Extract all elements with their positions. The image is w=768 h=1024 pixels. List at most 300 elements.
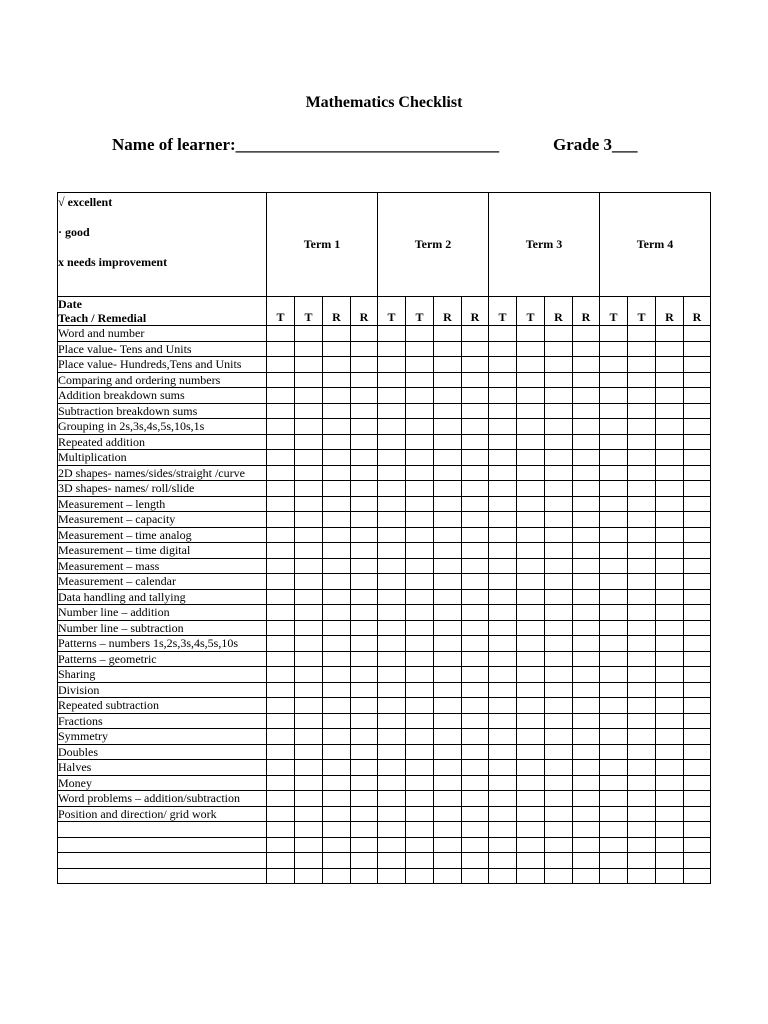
check-cell[interactable] (628, 574, 656, 590)
check-cell[interactable] (628, 667, 656, 683)
check-cell[interactable] (489, 419, 517, 435)
check-cell[interactable] (545, 744, 573, 760)
check-cell[interactable] (600, 589, 628, 605)
check-cell[interactable] (489, 822, 517, 838)
check-cell[interactable] (295, 574, 323, 590)
check-cell[interactable] (295, 527, 323, 543)
check-cell[interactable] (323, 806, 351, 822)
check-cell[interactable] (684, 558, 711, 574)
check-cell[interactable] (267, 667, 295, 683)
check-cell[interactable] (656, 713, 684, 729)
check-cell[interactable] (462, 775, 489, 791)
check-cell[interactable] (517, 496, 545, 512)
check-cell[interactable] (406, 574, 434, 590)
check-cell[interactable] (656, 605, 684, 621)
check-cell[interactable] (489, 760, 517, 776)
check-cell[interactable] (406, 589, 434, 605)
check-cell[interactable] (573, 853, 600, 869)
check-cell[interactable] (489, 527, 517, 543)
check-cell[interactable] (434, 667, 462, 683)
check-cell[interactable] (517, 868, 545, 884)
check-cell[interactable] (267, 620, 295, 636)
check-cell[interactable] (462, 837, 489, 853)
check-cell[interactable] (351, 403, 378, 419)
check-cell[interactable] (267, 713, 295, 729)
check-cell[interactable] (573, 822, 600, 838)
check-cell[interactable] (573, 667, 600, 683)
check-cell[interactable] (517, 853, 545, 869)
check-cell[interactable] (267, 403, 295, 419)
check-cell[interactable] (684, 682, 711, 698)
check-cell[interactable] (406, 326, 434, 342)
check-cell[interactable] (545, 822, 573, 838)
check-cell[interactable] (267, 589, 295, 605)
check-cell[interactable] (628, 729, 656, 745)
check-cell[interactable] (684, 357, 711, 373)
check-cell[interactable] (406, 667, 434, 683)
check-cell[interactable] (656, 434, 684, 450)
check-cell[interactable] (406, 450, 434, 466)
check-cell[interactable] (517, 682, 545, 698)
check-cell[interactable] (323, 729, 351, 745)
check-cell[interactable] (489, 636, 517, 652)
check-cell[interactable] (600, 620, 628, 636)
check-cell[interactable] (351, 450, 378, 466)
check-cell[interactable] (517, 837, 545, 853)
check-cell[interactable] (267, 558, 295, 574)
check-cell[interactable] (628, 775, 656, 791)
check-cell[interactable] (684, 837, 711, 853)
check-cell[interactable] (378, 667, 406, 683)
check-cell[interactable] (517, 372, 545, 388)
check-cell[interactable] (573, 620, 600, 636)
check-cell[interactable] (600, 667, 628, 683)
check-cell[interactable] (295, 388, 323, 404)
check-cell[interactable] (573, 481, 600, 497)
check-cell[interactable] (323, 450, 351, 466)
check-cell[interactable] (573, 837, 600, 853)
check-cell[interactable] (628, 791, 656, 807)
check-cell[interactable] (267, 760, 295, 776)
check-cell[interactable] (600, 760, 628, 776)
check-cell[interactable] (462, 806, 489, 822)
check-cell[interactable] (628, 543, 656, 559)
check-cell[interactable] (656, 496, 684, 512)
check-cell[interactable] (351, 558, 378, 574)
check-cell[interactable] (573, 729, 600, 745)
check-cell[interactable] (434, 729, 462, 745)
check-cell[interactable] (545, 868, 573, 884)
check-cell[interactable] (378, 760, 406, 776)
check-cell[interactable] (517, 450, 545, 466)
check-cell[interactable] (295, 372, 323, 388)
check-cell[interactable] (295, 667, 323, 683)
check-cell[interactable] (628, 450, 656, 466)
check-cell[interactable] (545, 465, 573, 481)
check-cell[interactable] (434, 558, 462, 574)
check-cell[interactable] (323, 791, 351, 807)
check-cell[interactable] (267, 806, 295, 822)
check-cell[interactable] (489, 589, 517, 605)
check-cell[interactable] (462, 760, 489, 776)
check-cell[interactable] (545, 605, 573, 621)
check-cell[interactable] (406, 527, 434, 543)
check-cell[interactable] (462, 729, 489, 745)
check-cell[interactable] (573, 496, 600, 512)
check-cell[interactable] (656, 698, 684, 714)
check-cell[interactable] (545, 326, 573, 342)
check-cell[interactable] (295, 713, 323, 729)
check-cell[interactable] (406, 791, 434, 807)
check-cell[interactable] (462, 434, 489, 450)
check-cell[interactable] (628, 388, 656, 404)
check-cell[interactable] (684, 806, 711, 822)
check-cell[interactable] (406, 729, 434, 745)
check-cell[interactable] (406, 419, 434, 435)
check-cell[interactable] (267, 729, 295, 745)
check-cell[interactable] (267, 496, 295, 512)
check-cell[interactable] (267, 853, 295, 869)
check-cell[interactable] (406, 822, 434, 838)
check-cell[interactable] (323, 713, 351, 729)
check-cell[interactable] (545, 760, 573, 776)
check-cell[interactable] (656, 682, 684, 698)
check-cell[interactable] (378, 636, 406, 652)
check-cell[interactable] (656, 543, 684, 559)
check-cell[interactable] (656, 667, 684, 683)
check-cell[interactable] (323, 620, 351, 636)
check-cell[interactable] (628, 744, 656, 760)
check-cell[interactable] (351, 543, 378, 559)
check-cell[interactable] (517, 419, 545, 435)
check-cell[interactable] (267, 605, 295, 621)
check-cell[interactable] (656, 558, 684, 574)
check-cell[interactable] (351, 868, 378, 884)
check-cell[interactable] (434, 450, 462, 466)
check-cell[interactable] (295, 465, 323, 481)
check-cell[interactable] (489, 775, 517, 791)
check-cell[interactable] (406, 713, 434, 729)
check-cell[interactable] (378, 791, 406, 807)
check-cell[interactable] (600, 651, 628, 667)
check-cell[interactable] (378, 403, 406, 419)
check-cell[interactable] (489, 388, 517, 404)
check-cell[interactable] (295, 729, 323, 745)
check-cell[interactable] (656, 574, 684, 590)
check-cell[interactable] (489, 806, 517, 822)
check-cell[interactable] (378, 853, 406, 869)
check-cell[interactable] (378, 434, 406, 450)
check-cell[interactable] (462, 496, 489, 512)
check-cell[interactable] (684, 388, 711, 404)
check-cell[interactable] (406, 341, 434, 357)
check-cell[interactable] (628, 326, 656, 342)
check-cell[interactable] (378, 651, 406, 667)
check-cell[interactable] (545, 775, 573, 791)
check-cell[interactable] (406, 465, 434, 481)
check-cell[interactable] (351, 341, 378, 357)
check-cell[interactable] (434, 372, 462, 388)
check-cell[interactable] (573, 341, 600, 357)
check-cell[interactable] (573, 388, 600, 404)
check-cell[interactable] (323, 651, 351, 667)
check-cell[interactable] (323, 636, 351, 652)
check-cell[interactable] (462, 326, 489, 342)
check-cell[interactable] (517, 744, 545, 760)
check-cell[interactable] (545, 357, 573, 373)
check-cell[interactable] (517, 527, 545, 543)
check-cell[interactable] (684, 605, 711, 621)
check-cell[interactable] (267, 450, 295, 466)
check-cell[interactable] (406, 853, 434, 869)
check-cell[interactable] (545, 651, 573, 667)
check-cell[interactable] (406, 512, 434, 528)
check-cell[interactable] (545, 527, 573, 543)
check-cell[interactable] (295, 775, 323, 791)
check-cell[interactable] (600, 527, 628, 543)
check-cell[interactable] (295, 822, 323, 838)
check-cell[interactable] (656, 775, 684, 791)
check-cell[interactable] (517, 775, 545, 791)
check-cell[interactable] (323, 868, 351, 884)
check-cell[interactable] (378, 868, 406, 884)
check-cell[interactable] (462, 620, 489, 636)
check-cell[interactable] (295, 419, 323, 435)
check-cell[interactable] (489, 791, 517, 807)
check-cell[interactable] (295, 496, 323, 512)
check-cell[interactable] (323, 481, 351, 497)
check-cell[interactable] (323, 853, 351, 869)
check-cell[interactable] (489, 543, 517, 559)
check-cell[interactable] (295, 682, 323, 698)
check-cell[interactable] (656, 388, 684, 404)
check-cell[interactable] (545, 806, 573, 822)
check-cell[interactable] (489, 682, 517, 698)
check-cell[interactable] (573, 868, 600, 884)
check-cell[interactable] (295, 837, 323, 853)
check-cell[interactable] (406, 760, 434, 776)
check-cell[interactable] (656, 636, 684, 652)
check-cell[interactable] (323, 667, 351, 683)
check-cell[interactable] (323, 434, 351, 450)
check-cell[interactable] (323, 403, 351, 419)
check-cell[interactable] (434, 403, 462, 419)
check-cell[interactable] (517, 465, 545, 481)
check-cell[interactable] (323, 698, 351, 714)
check-cell[interactable] (600, 791, 628, 807)
check-cell[interactable] (684, 853, 711, 869)
check-cell[interactable] (462, 357, 489, 373)
check-cell[interactable] (600, 822, 628, 838)
check-cell[interactable] (656, 760, 684, 776)
check-cell[interactable] (573, 326, 600, 342)
check-cell[interactable] (434, 744, 462, 760)
check-cell[interactable] (684, 775, 711, 791)
check-cell[interactable] (351, 512, 378, 528)
check-cell[interactable] (684, 713, 711, 729)
check-cell[interactable] (406, 605, 434, 621)
check-cell[interactable] (656, 791, 684, 807)
check-cell[interactable] (600, 341, 628, 357)
check-cell[interactable] (656, 822, 684, 838)
check-cell[interactable] (656, 403, 684, 419)
check-cell[interactable] (545, 496, 573, 512)
check-cell[interactable] (462, 341, 489, 357)
check-cell[interactable] (600, 465, 628, 481)
check-cell[interactable] (684, 651, 711, 667)
check-cell[interactable] (295, 589, 323, 605)
check-cell[interactable] (489, 713, 517, 729)
check-cell[interactable] (323, 512, 351, 528)
check-cell[interactable] (462, 465, 489, 481)
check-cell[interactable] (656, 589, 684, 605)
check-cell[interactable] (267, 527, 295, 543)
check-cell[interactable] (295, 791, 323, 807)
check-cell[interactable] (267, 512, 295, 528)
check-cell[interactable] (545, 481, 573, 497)
check-cell[interactable] (295, 481, 323, 497)
check-cell[interactable] (517, 822, 545, 838)
check-cell[interactable] (545, 682, 573, 698)
check-cell[interactable] (351, 357, 378, 373)
check-cell[interactable] (628, 481, 656, 497)
check-cell[interactable] (656, 729, 684, 745)
check-cell[interactable] (434, 682, 462, 698)
check-cell[interactable] (600, 419, 628, 435)
check-cell[interactable] (378, 713, 406, 729)
check-cell[interactable] (684, 760, 711, 776)
check-cell[interactable] (600, 558, 628, 574)
check-cell[interactable] (323, 388, 351, 404)
check-cell[interactable] (351, 434, 378, 450)
check-cell[interactable] (656, 341, 684, 357)
check-cell[interactable] (378, 775, 406, 791)
check-cell[interactable] (323, 837, 351, 853)
check-cell[interactable] (545, 403, 573, 419)
check-cell[interactable] (351, 372, 378, 388)
check-cell[interactable] (684, 589, 711, 605)
check-cell[interactable] (462, 527, 489, 543)
check-cell[interactable] (323, 822, 351, 838)
check-cell[interactable] (351, 527, 378, 543)
check-cell[interactable] (434, 388, 462, 404)
check-cell[interactable] (600, 372, 628, 388)
check-cell[interactable] (434, 512, 462, 528)
check-cell[interactable] (600, 496, 628, 512)
check-cell[interactable] (573, 372, 600, 388)
check-cell[interactable] (351, 481, 378, 497)
check-cell[interactable] (462, 543, 489, 559)
check-cell[interactable] (406, 434, 434, 450)
check-cell[interactable] (434, 574, 462, 590)
check-cell[interactable] (406, 806, 434, 822)
check-cell[interactable] (323, 775, 351, 791)
check-cell[interactable] (351, 729, 378, 745)
check-cell[interactable] (517, 667, 545, 683)
check-cell[interactable] (489, 512, 517, 528)
check-cell[interactable] (351, 326, 378, 342)
check-cell[interactable] (378, 558, 406, 574)
check-cell[interactable] (434, 357, 462, 373)
check-cell[interactable] (323, 543, 351, 559)
check-cell[interactable] (462, 419, 489, 435)
check-cell[interactable] (323, 744, 351, 760)
check-cell[interactable] (267, 341, 295, 357)
check-cell[interactable] (684, 822, 711, 838)
check-cell[interactable] (323, 326, 351, 342)
check-cell[interactable] (517, 403, 545, 419)
check-cell[interactable] (600, 729, 628, 745)
check-cell[interactable] (406, 403, 434, 419)
check-cell[interactable] (323, 496, 351, 512)
check-cell[interactable] (517, 543, 545, 559)
check-cell[interactable] (628, 698, 656, 714)
check-cell[interactable] (656, 326, 684, 342)
check-cell[interactable] (434, 837, 462, 853)
check-cell[interactable] (434, 822, 462, 838)
check-cell[interactable] (545, 837, 573, 853)
check-cell[interactable] (573, 744, 600, 760)
check-cell[interactable] (462, 605, 489, 621)
check-cell[interactable] (600, 636, 628, 652)
check-cell[interactable] (406, 372, 434, 388)
check-cell[interactable] (378, 341, 406, 357)
check-cell[interactable] (323, 682, 351, 698)
check-cell[interactable] (628, 434, 656, 450)
check-cell[interactable] (434, 605, 462, 621)
check-cell[interactable] (684, 341, 711, 357)
check-cell[interactable] (573, 698, 600, 714)
check-cell[interactable] (489, 450, 517, 466)
check-cell[interactable] (684, 744, 711, 760)
check-cell[interactable] (489, 620, 517, 636)
check-cell[interactable] (489, 558, 517, 574)
check-cell[interactable] (351, 775, 378, 791)
check-cell[interactable] (684, 419, 711, 435)
check-cell[interactable] (628, 806, 656, 822)
check-cell[interactable] (434, 853, 462, 869)
check-cell[interactable] (684, 372, 711, 388)
check-cell[interactable] (517, 357, 545, 373)
check-cell[interactable] (462, 744, 489, 760)
check-cell[interactable] (600, 853, 628, 869)
check-cell[interactable] (378, 388, 406, 404)
check-cell[interactable] (378, 543, 406, 559)
check-cell[interactable] (351, 620, 378, 636)
check-cell[interactable] (267, 636, 295, 652)
check-cell[interactable] (489, 605, 517, 621)
check-cell[interactable] (295, 450, 323, 466)
check-cell[interactable] (600, 403, 628, 419)
check-cell[interactable] (628, 341, 656, 357)
check-cell[interactable] (378, 465, 406, 481)
check-cell[interactable] (351, 837, 378, 853)
check-cell[interactable] (351, 574, 378, 590)
check-cell[interactable] (351, 605, 378, 621)
check-cell[interactable] (573, 434, 600, 450)
check-cell[interactable] (434, 620, 462, 636)
check-cell[interactable] (545, 853, 573, 869)
check-cell[interactable] (406, 775, 434, 791)
check-cell[interactable] (406, 651, 434, 667)
check-cell[interactable] (267, 326, 295, 342)
check-cell[interactable] (573, 527, 600, 543)
check-cell[interactable] (267, 574, 295, 590)
check-cell[interactable] (489, 651, 517, 667)
check-cell[interactable] (517, 481, 545, 497)
check-cell[interactable] (406, 837, 434, 853)
check-cell[interactable] (462, 651, 489, 667)
